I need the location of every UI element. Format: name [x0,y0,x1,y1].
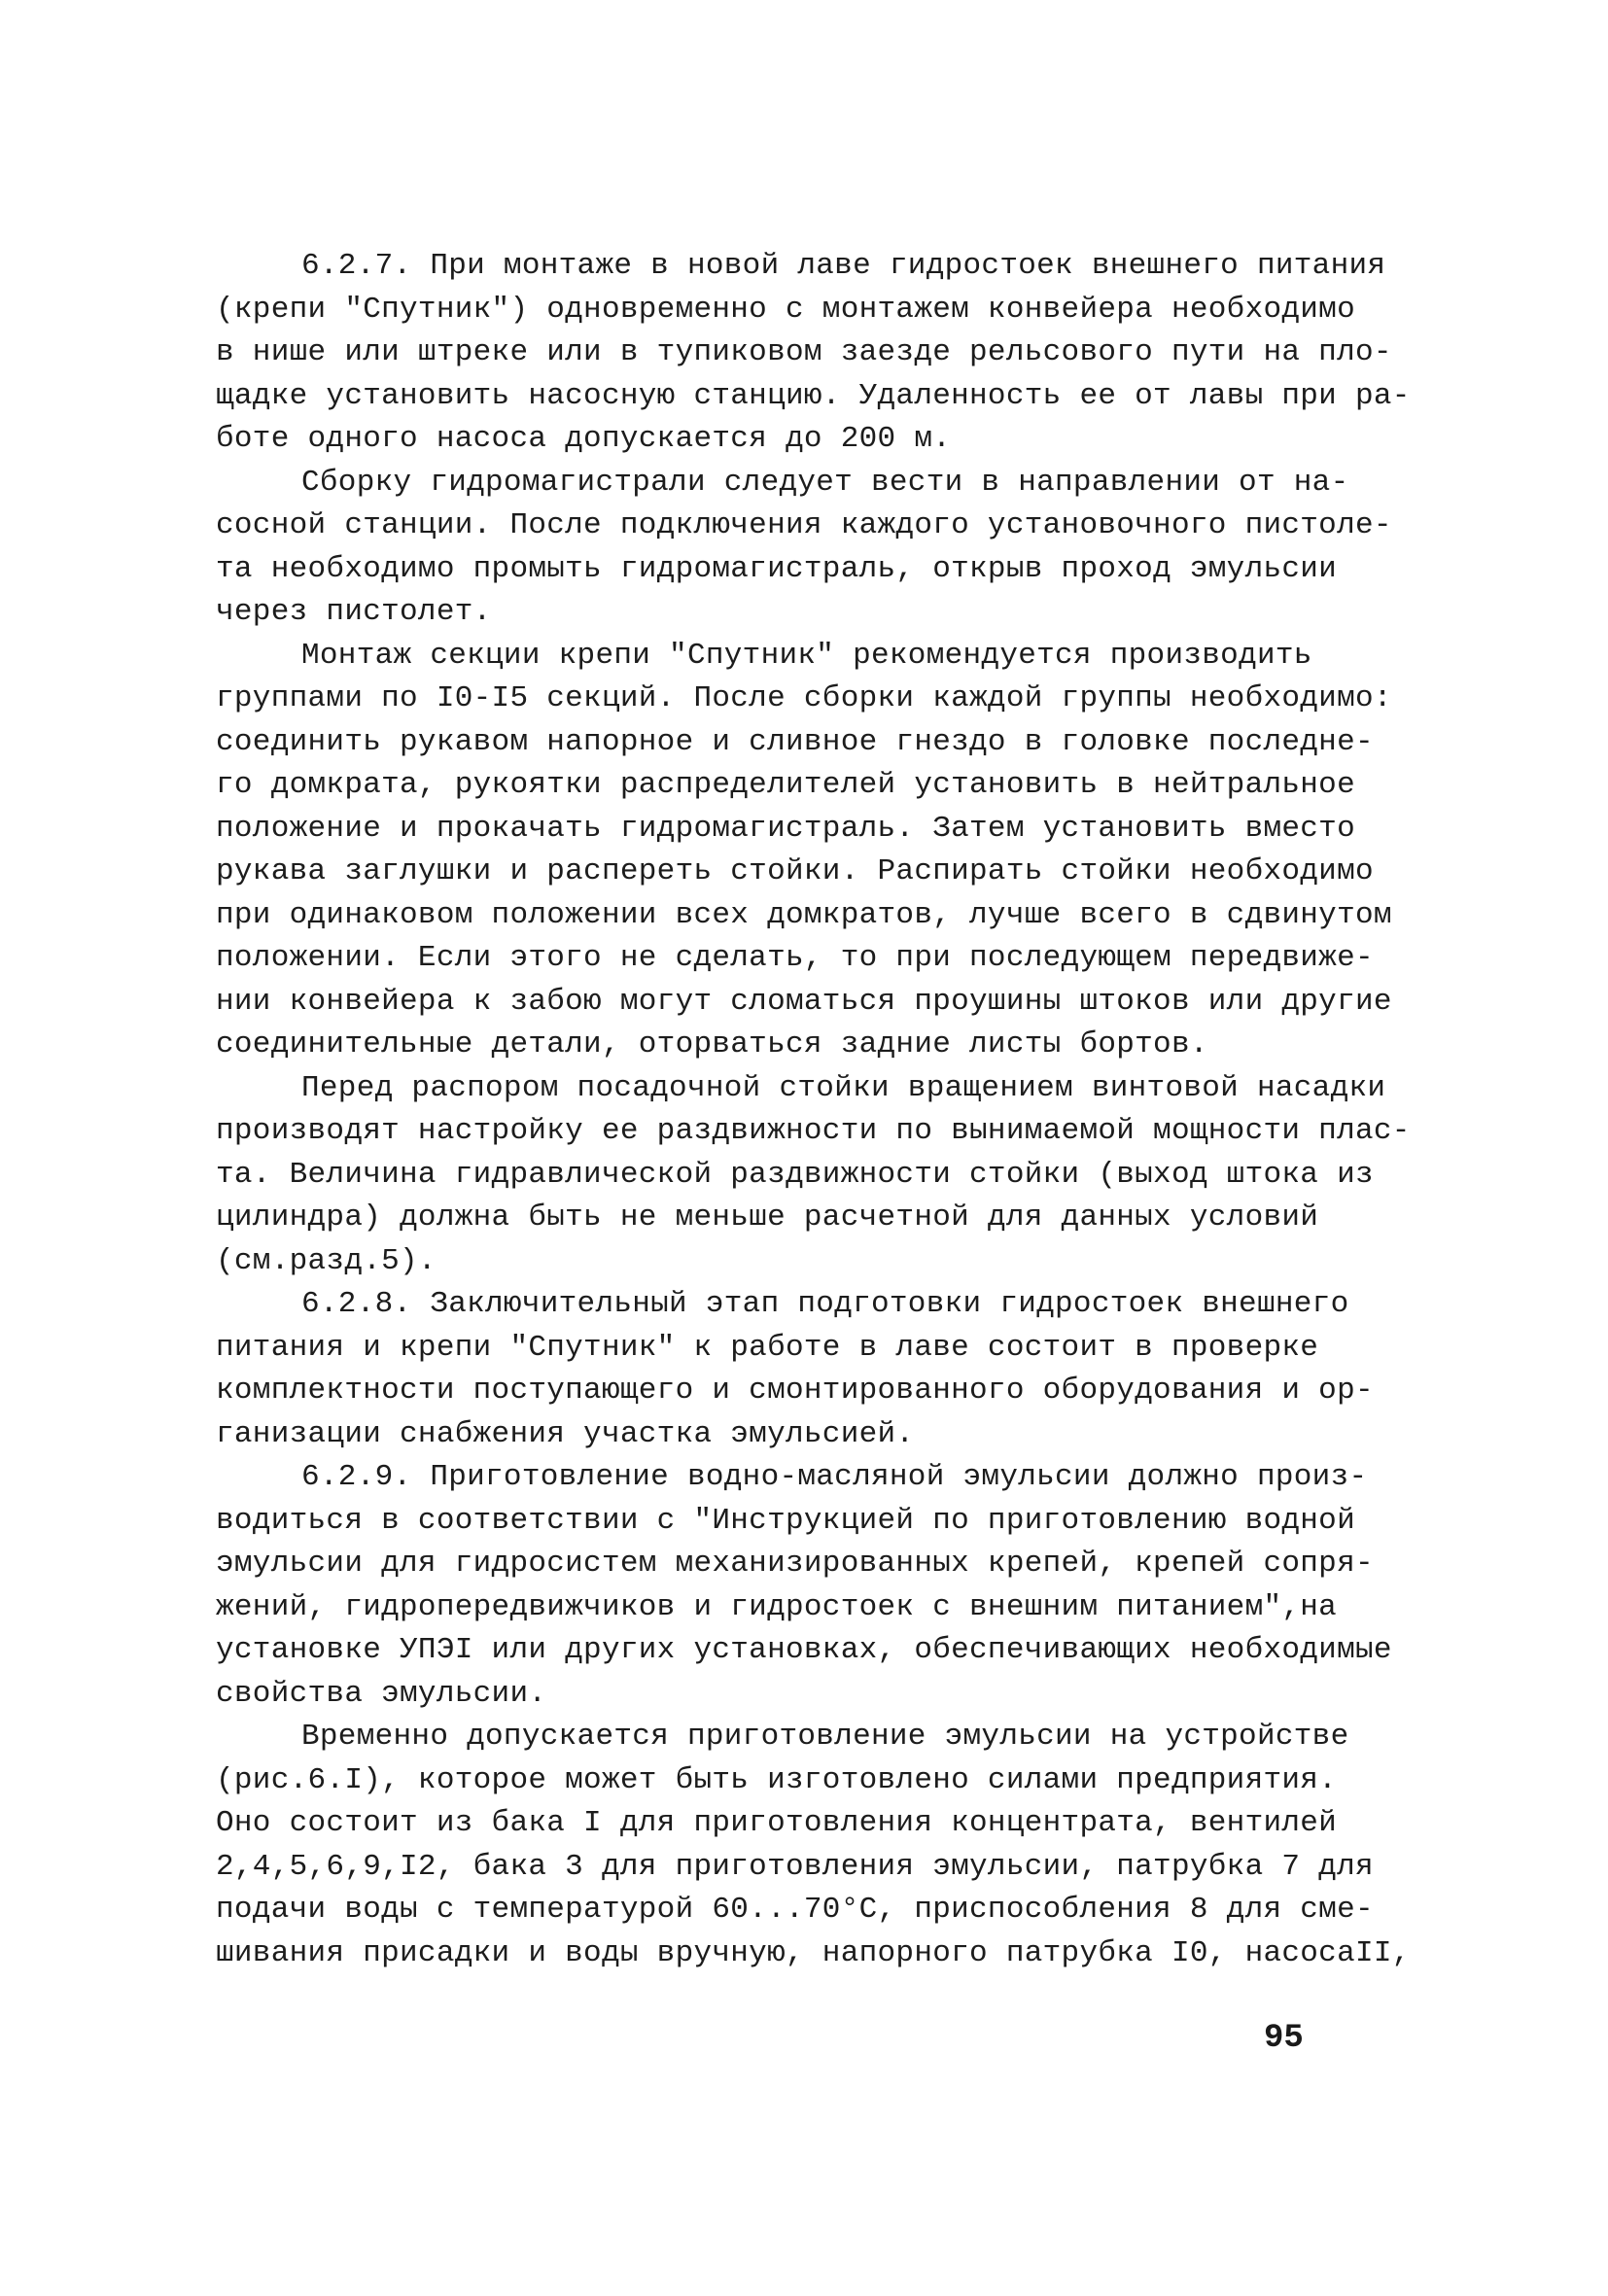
text-line: соединить рукавом напорное и сливное гнездо в головке последне- [216,724,1374,759]
text-line: та необходимо промыть гидромагистраль, открыв проход эмульсии [216,551,1338,586]
text-line: ганизации снабжения участка эмульсией. [216,1416,915,1451]
page-number: 95 [1264,2020,1304,2057]
text-line: 2,4,5,6,9,I2, бака 3 для приготовления эмульсии, патрубка 7 для [216,1849,1374,1884]
text-line: производят настройку ее раздвижности по вынимаемой мощности плас- [216,1114,1411,1148]
text-line: положение и прокачать гидромагистраль. Затем установить вместо [216,811,1355,846]
text-line: эмульсии для гидросистем механизированных крепей, крепей сопря- [216,1547,1374,1581]
text-line: Оно состоит из бака I для приготовления концентрата, вентилей [216,1806,1338,1840]
text-line: соединительные детали, оторваться задние листы бортов. [216,1027,1208,1061]
text-line: (см.разд.5). [216,1243,437,1278]
text-line: комплектности поступающего и смонтированного оборудования и ор- [216,1374,1374,1408]
text-line: 6.2.9. Приготовление водно-масляной эмульсии должно произ- [301,1460,1368,1494]
text-line: Монтаж секции крепи "Спутник" рекомендуется производить [301,638,1312,673]
text-line: Перед распором посадочной стойки вращением винтовой насадки [301,1070,1386,1105]
text-line: питания и крепи "Спутник" к работе в лаве состоит в проверке [216,1330,1319,1365]
text-line: при одинаковом положении всех домкратов, лучше всего в сдвинутом [216,897,1392,932]
text-line: (рис.6.I), которое может быть изготовлено силами предприятия. [216,1762,1338,1797]
text-line: нии конвейера к забою могут сломаться проушины штоков или другие [216,984,1392,1019]
text-line: (крепи "Спутник") одновременно с монтажем конвейера необходимо [216,292,1355,327]
text-line: водиться в соответствии с "Инструкцией по приготовлению водной [216,1503,1355,1538]
text-line: установке УПЭI или других установках, обеспечивающих необходимые [216,1633,1392,1667]
body-text [216,245,1411,1975]
text-line: рукава заглушки и распереть стойки. Распирать стойки необходимо [216,854,1374,888]
text-line: через пистолет. [216,595,492,629]
text-line: щадке установить насосную станцию. Удаленность ее от лавы при ра- [216,378,1411,413]
text-line: 6.2.7. При монтаже в новой лаве гидростоек внешнего питания [301,249,1386,283]
text-line: Сборку гидромагистрали следует вести в направлении от на- [301,465,1349,500]
text-line: та. Величина гидравлической раздвижности стойки (выход штока из [216,1157,1374,1192]
text-line: группами по I0-I5 секций. После сборки каждой группы необходимо: [216,681,1392,715]
text-line: цилиндра) должна быть не меньше расчетной для данных условий [216,1200,1319,1235]
text-line: го домкрата, рукоятки распределителей установить в нейтральное [216,768,1355,802]
text-line: шивания присадки и воды вручную, напорного патрубка I0, насосаII, [216,1935,1411,1970]
text-line: Временно допускается приготовление эмульсии на устройстве [301,1720,1349,1754]
text-line: 6.2.8. Заключительный этап подготовки гидростоек внешнего [301,1287,1349,1321]
text-line: жений, гидропередвижчиков и гидростоек с внешним питанием",на [216,1589,1338,1624]
text-line: свойства эмульсии. [216,1676,547,1711]
text-line: сосной станции. После подключения каждого установочного пистоле- [216,508,1392,542]
text-line: положении. Если этого не сделать, то при последующем передвиже- [216,941,1374,975]
text-line: в нише или штреке или в тупиковом заезде рельсового пути на пло- [216,335,1392,369]
text-line: боте одного насоса допускается до 200 м. [216,422,952,456]
text-line: подачи воды с температурой 60...70°С, приспособления 8 для сме- [216,1893,1374,1927]
